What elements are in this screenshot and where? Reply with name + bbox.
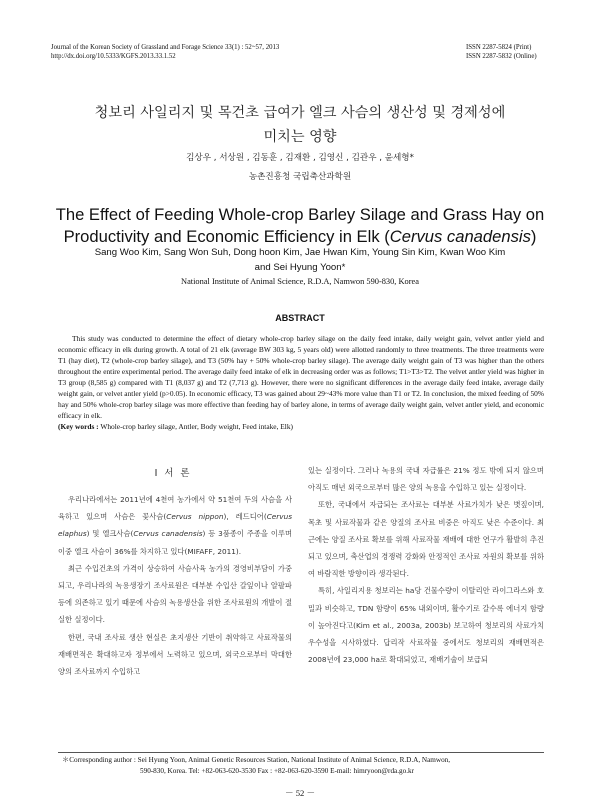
keywords-line xyxy=(58,421,544,432)
page-number: － 52 － xyxy=(284,788,316,798)
intro-paragraph-2: 최근 수입건초의 가격이 상승하여 사슴사육 농가의 경영비부담이 가중되고, 우리나라의 녹용생장기 조사료원은 대부분 수입산 갈잎이나 알팔파 등에 의존하고 있기 때문에 사슴의 녹용생산을 위한 조사료원의 개발이 절실한 실정이다. xyxy=(58,563,292,625)
section-heading-introduction: Ⅰ 서 론 xyxy=(154,468,192,479)
intro-paragraph-3-cont: 있는 실정이다. 그러나 녹용의 국내 자급률은 21% 정도 밖에 되지 않으며 아직도 매년 외국으로부터 많은 양의 녹용을 수입하고 있는 실정이다. xyxy=(308,466,544,493)
issn-online: ISSN 2287-5832 (Online) xyxy=(466,53,537,60)
intro-paragraph-5: 특히, 사일리지용 청보리는 ha당 건물수량이 이탈리안 라이그라스와 호밀과 비슷하고, TDN 함량이 65% 내외이며, 활수기로 갈수록 에너지 함량이 높아진다고(Kim et al., 2003a, 2003b) 보고하여 청보리의 사료가치 우수성을 시사하였다. 답리작 사료작물 중에서도 청보리의 재배면적은 2008년에 23,000 ha로 확대되었고, 재배기술이 보급되 xyxy=(308,586,544,665)
species-name-elaphus: Cervus elaphus xyxy=(58,512,293,539)
intro-paragraph-1: 우리나라에서는 2011년에 4천여 농가에서 약 51천여 두의 사슴을 사육하고 있으며 사슴은 꽃사슴(Cervus nippon), 레드디어(Cervus elaphus) 및 엘크사슴(Cervus canadensis) 등 3품종이 주종을 이루며 이중 엘크 사슴이 36%를 차지하고 있다(MIFAFF, 2011). xyxy=(58,495,293,556)
korean-authors: 김상우 , 서상원 , 김동훈 , 김재환 , 김영신 , 김관우 , 윤세형* xyxy=(186,153,414,163)
journal-citation: Journal of the Korean Society of Grassland and Forage Science 33(1) : 52~57, 2013 xyxy=(51,44,280,51)
intro-paragraph-4: 또한, 국내에서 자급되는 조사료는 대부분 사료가치가 낮은 볏짚이며, 목초 및 사료작물과 같은 양질의 조사료 비중은 아직도 낮은 수준이다. 최근에는 양질 조사료 확보를 위해 사료작물 재배에 대한 연구가 활발히 추진되고 있으며, 축산업의 경쟁력 강화와 안정적인 조사료 자원의 확보를 위하여 바람직한 방향이라 생각된다. xyxy=(308,500,544,579)
doi-link[interactable]: http://dx.doi.org/10.5333/KGFS.2013.33.1.52 xyxy=(51,53,176,60)
keywords-list: Whole-crop barley silage, Antler, Body weight, Feed intake, Elk) xyxy=(100,422,293,432)
english-authors-line1: Sang Woo Kim, Sang Won Suh, Dong hoon Kim, Jae Hwan Kim, Young Sin Kim, Kwan Woo Kim xyxy=(94,247,506,258)
english-title-line2-suffix: ) xyxy=(530,227,537,246)
left-column xyxy=(58,491,292,680)
keywords-label: (Key words : xyxy=(58,422,99,432)
english-authors-line2: and Sei Hyung Yoon* xyxy=(254,262,346,273)
english-affiliation: National Institute of Animal Science, R.D.A, Namwon 590-830, Korea xyxy=(181,277,419,286)
species-name-canadensis: Cervus canadensis xyxy=(133,529,203,539)
english-title-line2 xyxy=(0,226,600,247)
footnote-divider xyxy=(58,752,544,753)
abstract-heading: ABSTRACT xyxy=(275,313,325,323)
right-column xyxy=(308,462,544,668)
abstract-text: This study was conducted to determine the effect of dietary whole-crop barley silage on the daily feed intake, daily weight gain, velvet antler yield and economic efficacy in elk during growth. A total of 21 elk (average BW 303 kg, 5 years old) were allotted randomly to three treatments. The three treatments were T1 (hay diet), T2 (whole-crop barley silage), and T3 (50% hay + 50% whole-crop barley silage). The average daily weight gain of T3 was higher than the others throughout the entire experimental period. The average daily feed intake of elk in decreasing order was as follows; T1>T3>T2. The velvet antler yield was higher in T3 group (8,585 g) compared with T1 (8,037 g) and T2 (7,713 g). However, there were no significant differences in the average daily feed intake, average daily weight gain, or velvet antler yield (p>0.05). In economic efficacy, T3 was gained about 29~43% more value than T1 or T2. In conclusion, the mixed feeding of 50% hay and 50% whole-crop barley silage was more effective than feeding hay of barley alone, in terms of average daily weight gain, velvet antler yield, and economic efficacy in elk. xyxy=(58,334,544,421)
english-title-line2-prefix: Productivity and Economic Efficiency in Elk ( xyxy=(63,227,390,246)
english-title-line1: The Effect of Feeding Whole-crop Barley Silage and Grass Hay on xyxy=(55,205,545,224)
intro-paragraph-3: 한편, 국내 조사료 생산 현실은 초지생산 기반이 취약하고 사료작물의 재배면적은 확대하고자 정부에서 노력하고 있으며, 외국으로부터 막대한 양의 조사료까지 수입하고 xyxy=(58,632,292,677)
issn-print: ISSN 2287-5824 (Print) xyxy=(466,44,532,51)
korean-title-line2: 미치는 영향 xyxy=(263,129,337,145)
korean-affiliation: 농촌진흥청 국립축산과학원 xyxy=(248,172,352,182)
english-title-species: Cervus canadensis xyxy=(389,227,531,246)
korean-title-line1: 청보리 사일리지 및 목건초 급여가 엘크 사슴의 생산성 및 경제성에 xyxy=(94,105,506,121)
footnote-line2: 590-830, Korea. Tel: +82-063-620-3530 Fax : +82-063-620-3590 E-mail: himryoon@rda.go.kr xyxy=(140,767,414,775)
abstract-body xyxy=(58,333,544,432)
footnote-line1: ＊Corresponding author : Sei Hyung Yoon, Animal Genetic Resources Station, National Institute of Animal Science, R.D.A, Namwon, xyxy=(62,756,451,764)
footnote xyxy=(62,755,546,777)
species-name-nippon: Cervus nippon xyxy=(166,512,224,522)
